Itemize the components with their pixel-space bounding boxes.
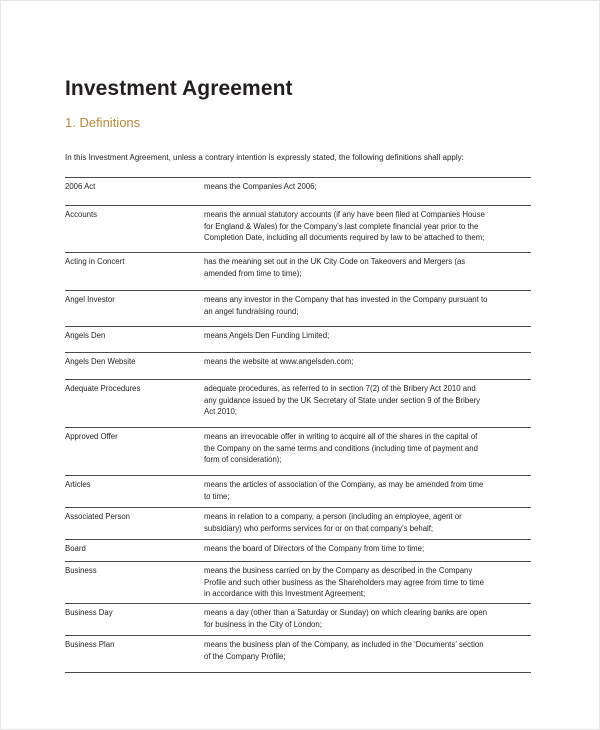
definition-meaning xyxy=(204,565,531,600)
definition-meaning-line: means the Companies Act 2006; xyxy=(204,182,317,191)
definition-meaning-line: subsidiary) who performs services for or on that company’s behalf; xyxy=(204,523,434,533)
definition-meaning-line: Profile and such other business as the Shareholders may agree from time to time xyxy=(204,577,484,587)
definition-term: Business Plan xyxy=(65,640,115,649)
definition-meaning xyxy=(204,181,531,193)
definition-meaning xyxy=(204,479,531,502)
definition-meaning-line: in accordance with this Investment Agreement; xyxy=(204,589,366,598)
definition-meaning xyxy=(204,639,531,662)
definition-term: Angels Den Website xyxy=(65,357,136,366)
definition-meaning-line: means a day (other than a Saturday or Sunday) on which clearing banks are open xyxy=(204,608,488,617)
definition-meaning-line: amended from time to time); xyxy=(204,268,302,278)
definition-meaning xyxy=(204,209,531,244)
definition-meaning xyxy=(204,330,531,342)
definition-meaning-line: means the business plan of the Company, as included in the ‘Documents’ section xyxy=(204,640,484,649)
definition-row xyxy=(65,427,531,476)
definition-row xyxy=(65,603,531,636)
definition-meaning-line: for business in the City of London; xyxy=(204,619,322,629)
definition-term: Adequate Procedures xyxy=(65,384,141,393)
definition-term: 2006 Act xyxy=(65,182,96,191)
definition-row xyxy=(65,475,531,508)
definition-meaning-line: means the articles of association of the Company, as may be amended from time xyxy=(204,480,484,489)
definition-row xyxy=(65,635,531,673)
definition-meaning xyxy=(204,607,531,630)
definition-meaning xyxy=(204,383,531,418)
intro-paragraph: In this Investment Agreement, unless a contrary intention is expressly stated, the following definitions shall apply: xyxy=(65,153,464,162)
definition-meaning xyxy=(204,256,531,279)
definition-row xyxy=(65,177,531,206)
definition-meaning-line: has the meaning set out in the UK City Code on Takeovers and Mergers (as xyxy=(204,257,466,266)
definition-term: Approved Offer xyxy=(65,432,118,441)
definition-meaning-line: Completion Date, including all documents required by law to be attached to them; xyxy=(204,233,485,242)
definition-term: Business xyxy=(65,566,97,575)
definition-meaning-line: means Angels Den Funding Limited; xyxy=(204,331,330,340)
definition-term: Accounts xyxy=(65,210,98,219)
definition-term: Business Day xyxy=(65,608,113,617)
definition-meaning-line: for England & Wales) for the Company’s last complete financial year prior to the xyxy=(204,221,479,231)
definition-row xyxy=(65,252,531,291)
definition-row xyxy=(65,326,531,353)
definition-meaning-line: an angel fundraising round; xyxy=(204,306,299,316)
definition-meaning xyxy=(204,356,531,368)
definition-term: Articles xyxy=(65,480,91,489)
definition-meaning-line: means in relation to a company, a person (including an employee, agent or xyxy=(204,512,462,521)
definition-meaning-line: adequate procedures, as referred to in section 7(2) of the Bribery Act 2010 and xyxy=(204,384,476,393)
definition-meaning-line: any guidance issued by the UK Secretary of State under section 9 of the Bribery xyxy=(204,395,481,405)
definition-meaning xyxy=(204,431,531,466)
definition-meaning-line: means an irrevocable offer in writing to acquire all of the shares in the capital of xyxy=(204,432,478,441)
definition-meaning-line: means the website at www.angelsden.com; xyxy=(204,357,354,366)
definition-term: Angels Den xyxy=(65,331,106,340)
definition-term: Board xyxy=(65,544,86,553)
definition-term: Associated Person xyxy=(65,512,131,521)
definition-meaning-line: means the annual statutory accounts (if any have been filed at Companies House xyxy=(204,210,485,219)
definition-row xyxy=(65,561,531,604)
definition-meaning-line: form of consideration); xyxy=(204,455,282,464)
definition-meaning-line: to time; xyxy=(204,491,230,501)
definition-meaning-line: of the Company Profile; xyxy=(204,651,286,661)
definition-row xyxy=(65,507,531,540)
definition-row xyxy=(65,539,531,562)
definition-meaning-line: means any investor in the Company that has invested in the Company pursuant to xyxy=(204,295,488,304)
definition-row xyxy=(65,290,531,327)
definition-row xyxy=(65,352,531,380)
definition-meaning-line: means the board of Directors of the Company from time to time; xyxy=(204,544,425,553)
definition-meaning-line: Act 2010; xyxy=(204,407,237,416)
definition-meaning xyxy=(204,294,531,317)
definition-term: Angel Investor xyxy=(65,295,115,304)
definition-term: Acting in Concert xyxy=(65,257,125,266)
document-title: Investment Agreement xyxy=(65,77,293,100)
definition-meaning xyxy=(204,543,531,555)
definition-meaning xyxy=(204,511,531,534)
definition-meaning-line: means the business carried on by the Company as described in the Company xyxy=(204,566,473,575)
definition-row xyxy=(65,205,531,253)
definition-meaning-line: the Company on the same terms and conditions (including time of payment and xyxy=(204,443,478,453)
definition-row xyxy=(65,379,531,428)
section-heading: 1. Definitions xyxy=(65,115,141,130)
